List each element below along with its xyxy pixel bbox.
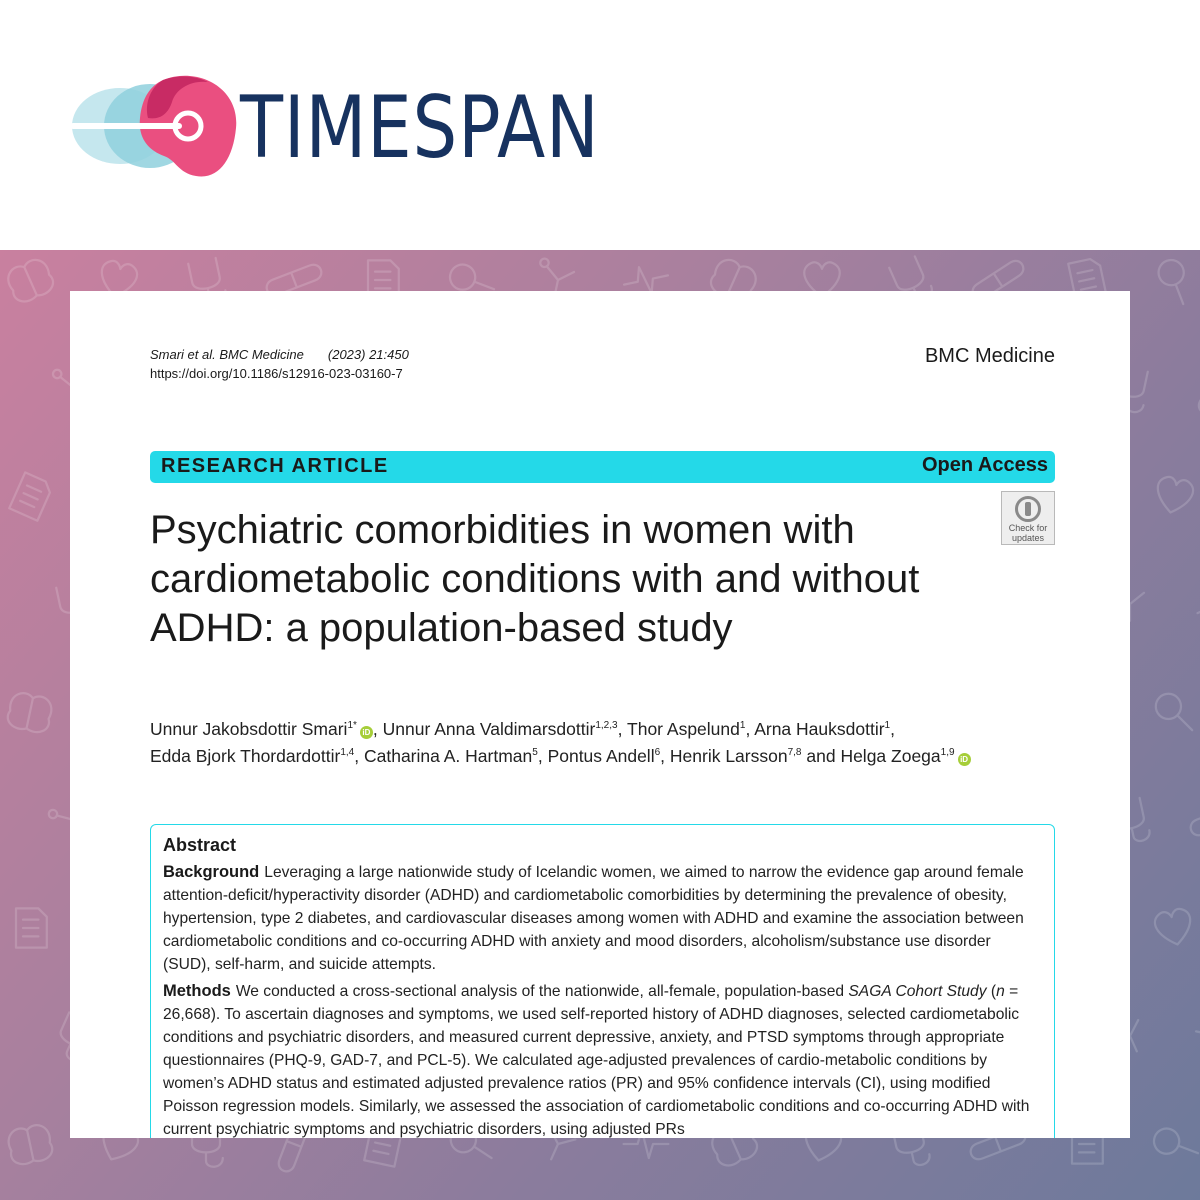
check-updates-line2: updates xyxy=(1011,533,1045,543)
heartbeat-icon xyxy=(1193,1018,1200,1055)
author-affiliation: 1* xyxy=(347,720,357,731)
author-affiliation: 1 xyxy=(884,720,891,731)
magnifier-icon xyxy=(1156,694,1192,730)
citation-journal: Smari et al. BMC Medicine xyxy=(150,347,304,362)
author-separator: , xyxy=(745,719,755,739)
abstract-heading: Abstract xyxy=(163,835,237,855)
author-separator: , xyxy=(890,719,895,739)
citation-line xyxy=(150,345,409,364)
author-name: Unnur Anna Valdimarsdottir xyxy=(382,719,596,739)
author-separator: and xyxy=(801,746,841,766)
author-affiliation: 5 xyxy=(532,747,538,758)
author-affiliation: 1,9 xyxy=(940,747,955,758)
paper-page xyxy=(70,291,1130,1138)
author-name: Catharina A. Hartman xyxy=(363,746,533,766)
author-affiliation: 1,4 xyxy=(340,747,355,758)
check-for-updates-badge[interactable] xyxy=(1001,491,1055,545)
methods-n: n xyxy=(996,983,1005,1000)
heartbeat-icon xyxy=(1192,582,1200,626)
author-separator: , xyxy=(617,719,628,739)
magnifier-icon xyxy=(1150,1120,1198,1168)
pill-icon xyxy=(1191,361,1200,415)
article-type-label: RESEARCH ARTICLE xyxy=(161,455,389,477)
heart-icon xyxy=(1153,475,1195,516)
methods-text-3: = 26,668). To ascertain diagnoses and symptoms, we used self-reported history of ADHD diagnoses, selected cardiometabolic conditions and psychiatric disorders, and measured current depressive, anxiety, and PTSD symptoms through appropriate questionnaires (PHQ-9, GAD-7, and PCL-5). We calculated age-adjusted prevalences of cardio-metabolic conditions by women’s ADHD status and estimated adjusted prevalence ratios (PR) and 95% confidence intervals (CI), using modified Poisson regression models. Similarly, we assessed the association of cardiometabolic conditions and co-occurring ADHD with current psychiatric symptoms and psychiatric disorders, using adjusted PRs xyxy=(163,983,1030,1138)
brain-icon xyxy=(6,1123,54,1167)
author-separator: , xyxy=(660,746,670,766)
magnifier-icon xyxy=(1150,256,1198,304)
methods-cohort-name: SAGA Cohort Study xyxy=(848,983,987,1000)
background-text: Leveraging a large nationwide study of Icelandic women, we aimed to narrow the evidence gap around female attention-deficit/hyperactivity disorder (ADHD) and cardiometabolic comorbidities by determining the prevalence of obesity, hypertension, type 2 diabetes, and cardiovascular diseases among women with ADHD and examine the association between cardiometabolic conditions and co-occurring ADHD with anxiety and mood disorders, alcoholism/substance use disorder (SUD), self-harm, and suicide attempts. xyxy=(163,864,1024,973)
author-separator: , xyxy=(372,719,383,739)
pill-icon xyxy=(1188,790,1200,850)
document-icon xyxy=(16,908,47,947)
author-affiliation: 6 xyxy=(654,747,661,758)
author-name: Arna Hauksdottir xyxy=(754,719,885,739)
author-affiliation: 1 xyxy=(739,720,746,731)
author-name: Henrik Larsson xyxy=(669,746,788,766)
timespan-logo xyxy=(68,68,628,183)
article-title: Psychiatric comorbidities in women with cardiometabolic conditions with and without ADHD: a population-based study xyxy=(150,508,920,650)
citation-year: (2023) 21:450 xyxy=(327,347,409,362)
author-name: Helga Zoega xyxy=(840,746,941,766)
document-icon xyxy=(9,472,53,520)
author-list xyxy=(150,716,1050,770)
brain-icon xyxy=(6,691,54,735)
author-name: Unnur Jakobsdottir Smari xyxy=(150,719,348,739)
journal-name: BMC Medicine xyxy=(924,345,1055,367)
abstract-methods xyxy=(163,980,1042,1138)
orcid-icon[interactable]: iD xyxy=(958,753,971,766)
brand-wordmark: TIMESPAN xyxy=(240,78,600,178)
abstract-background xyxy=(163,861,1042,976)
check-updates-icon xyxy=(1015,496,1041,522)
abstract-box xyxy=(150,824,1055,1138)
methods-text-2: ( xyxy=(990,983,997,1000)
methods-label: Methods xyxy=(163,982,231,1000)
author-name: Edda Bjork Thordardottir xyxy=(150,746,341,766)
author-name: Thor Aspelund xyxy=(627,719,740,739)
doi-link[interactable]: https://doi.org/10.1186/s12916-023-03160-7 xyxy=(150,366,403,381)
orcid-icon[interactable]: iD xyxy=(360,726,373,739)
author-name: Pontus Andell xyxy=(547,746,655,766)
methods-text-1: We conducted a cross-sectional analysis of the nationwide, all-female, population-based xyxy=(235,983,845,1000)
background-label: Background xyxy=(163,863,260,881)
heart-icon xyxy=(1153,907,1195,948)
author-affiliation: 7,8 xyxy=(787,747,802,758)
timespan-logo-mark xyxy=(68,68,248,183)
brain-icon xyxy=(4,256,57,306)
check-updates-line1: Check for xyxy=(1008,523,1048,533)
article-type-bar xyxy=(150,451,1055,483)
header-band xyxy=(0,0,1200,250)
author-separator: , xyxy=(354,746,364,766)
author-affiliation: 1,2,3 xyxy=(595,720,618,731)
citation-block xyxy=(150,345,409,383)
open-access-label: Open Access xyxy=(922,454,1048,476)
author-separator: , xyxy=(537,746,548,766)
